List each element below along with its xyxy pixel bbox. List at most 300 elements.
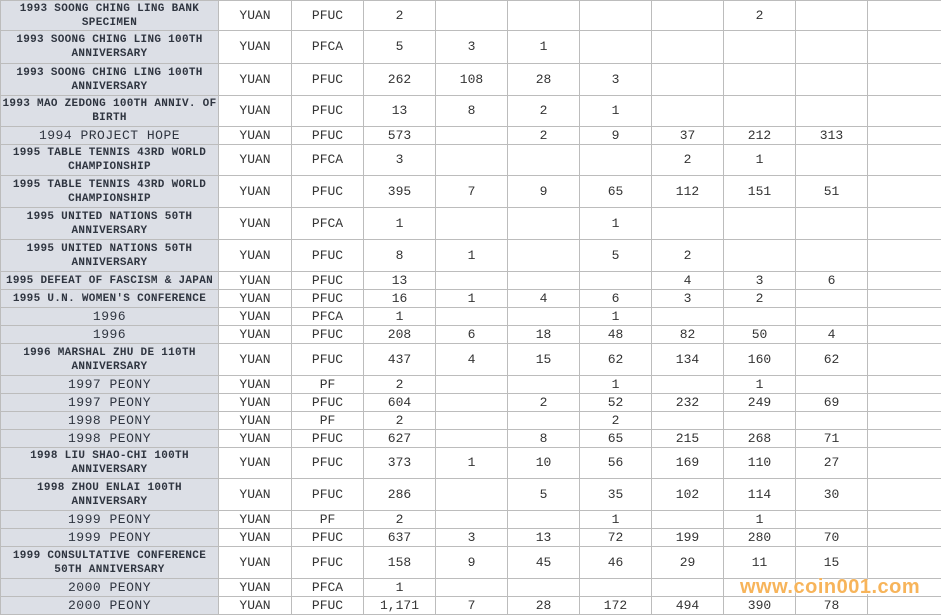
grade-count-cell: 172 [580,597,652,615]
grade-count-cell: 4 [652,272,724,290]
grade-count-cell: 112 [652,176,724,208]
grade-count-cell: 2 [652,145,724,176]
currency-cell: YUAN [219,376,292,394]
table-row [1,272,941,290]
total-cell: 158 [364,547,436,579]
grade-count-cell: 4 [508,290,580,308]
coin-name-cell: 1995 DEFEAT OF FASCISM & JAPAN [1,272,219,290]
grade-count-cell: 5 [508,479,580,511]
grade-count-cell: 232 [652,394,724,412]
grade-count-cell [436,145,508,176]
coin-name-cell: 1999 PEONY [1,529,219,547]
extra-cell [868,240,941,272]
table-row [1,326,941,344]
grade-count-cell: 151 [724,176,796,208]
currency-cell: YUAN [219,176,292,208]
grade-count-cell: 2 [652,240,724,272]
grade-count-cell [508,1,580,31]
grade-count-cell: 71 [796,430,868,448]
grade-count-cell: 313 [796,127,868,145]
grade-count-cell: 8 [508,430,580,448]
extra-cell [868,579,941,597]
grade-count-cell [724,96,796,127]
grade-count-cell [508,208,580,240]
grade-count-cell: 1 [724,145,796,176]
grade-cell: PFUC [292,176,364,208]
currency-cell: YUAN [219,579,292,597]
grade-count-cell: 212 [724,127,796,145]
coin-name-cell: 1998 PEONY [1,412,219,430]
grade-count-cell: 52 [580,394,652,412]
currency-cell: YUAN [219,64,292,96]
extra-cell [868,597,941,615]
grade-count-cell: 30 [796,479,868,511]
grade-count-cell: 9 [580,127,652,145]
grade-count-cell: 1 [580,96,652,127]
grade-count-cell [580,31,652,64]
grade-cell: PFUC [292,597,364,615]
grade-count-cell [652,208,724,240]
extra-cell [868,394,941,412]
extra-cell [868,272,941,290]
grade-count-cell: 110 [724,448,796,479]
grade-count-cell: 18 [508,326,580,344]
grade-cell: PFUC [292,127,364,145]
grade-count-cell [652,376,724,394]
grade-cell: PFCA [292,31,364,64]
grade-cell: PFUC [292,430,364,448]
grade-count-cell: 1 [580,308,652,326]
grade-cell: PFUC [292,326,364,344]
grade-cell: PFUC [292,1,364,31]
coin-name-cell: 1993 MAO ZEDONG 100TH ANNIV. OF BIRTH [1,96,219,127]
extra-cell [868,145,941,176]
total-cell: 16 [364,290,436,308]
grade-count-cell [796,290,868,308]
grade-count-cell: 9 [436,547,508,579]
grade-count-cell: 3 [652,290,724,308]
grade-count-cell: 28 [508,64,580,96]
grade-count-cell [796,308,868,326]
grade-count-cell: 2 [724,1,796,31]
grade-cell: PFUC [292,64,364,96]
grade-count-cell [436,479,508,511]
grade-cell: PFUC [292,547,364,579]
grade-count-cell [796,376,868,394]
currency-cell: YUAN [219,430,292,448]
extra-cell [868,344,941,376]
table-row [1,1,941,31]
grade-cell: PFUC [292,394,364,412]
coin-name-cell: 1997 PEONY [1,394,219,412]
grade-count-cell [652,412,724,430]
extra-cell [868,96,941,127]
total-cell: 637 [364,529,436,547]
grade-count-cell: 8 [436,96,508,127]
grade-count-cell: 4 [796,326,868,344]
grade-count-cell: 65 [580,176,652,208]
grade-count-cell: 9 [508,176,580,208]
currency-cell: YUAN [219,344,292,376]
grade-count-cell: 29 [652,547,724,579]
extra-cell [868,479,941,511]
grade-count-cell: 5 [580,240,652,272]
grade-count-cell [796,240,868,272]
table-row [1,176,941,208]
grade-cell: PFUC [292,448,364,479]
extra-cell [868,290,941,308]
grade-count-cell [580,272,652,290]
grade-count-cell [508,145,580,176]
table-row [1,511,941,529]
grade-count-cell [796,208,868,240]
currency-cell: YUAN [219,145,292,176]
table-row [1,412,941,430]
table-row [1,394,941,412]
grade-cell: PF [292,376,364,394]
extra-cell [868,64,941,96]
grade-count-cell [508,511,580,529]
grade-count-cell: 46 [580,547,652,579]
coin-name-cell: 1993 SOONG CHING LING BANK SPECIMEN [1,1,219,31]
extra-cell [868,208,941,240]
total-cell: 5 [364,31,436,64]
grade-count-cell: 35 [580,479,652,511]
grade-count-cell: 27 [796,448,868,479]
extra-cell [868,127,941,145]
grade-count-cell: 10 [508,448,580,479]
grade-count-cell: 1 [580,511,652,529]
grade-count-cell [652,31,724,64]
grade-count-cell: 1 [436,240,508,272]
total-cell: 1,171 [364,597,436,615]
grade-count-cell: 70 [796,529,868,547]
currency-cell: YUAN [219,240,292,272]
total-cell: 604 [364,394,436,412]
grade-cell: PFUC [292,529,364,547]
total-cell: 1 [364,208,436,240]
grade-count-cell: 1 [580,208,652,240]
grade-count-cell [796,31,868,64]
table-row [1,127,941,145]
table-row [1,547,941,579]
grade-count-cell: 50 [724,326,796,344]
total-cell: 395 [364,176,436,208]
extra-cell [868,412,941,430]
coin-name-cell: 1994 PROJECT HOPE [1,127,219,145]
grade-count-cell [436,579,508,597]
grade-count-cell [796,579,868,597]
currency-cell: YUAN [219,529,292,547]
total-cell: 1 [364,579,436,597]
table-row [1,145,941,176]
table-row [1,31,941,64]
grade-count-cell [796,64,868,96]
grade-count-cell [580,579,652,597]
extra-cell [868,308,941,326]
grade-count-cell [508,579,580,597]
coin-name-cell: 1998 PEONY [1,430,219,448]
grade-count-cell: 215 [652,430,724,448]
grade-count-cell: 114 [724,479,796,511]
extra-cell [868,31,941,64]
table-row [1,290,941,308]
grade-cell: PF [292,412,364,430]
table-row [1,96,941,127]
grade-count-cell: 108 [436,64,508,96]
grade-cell: PFUC [292,240,364,272]
grade-count-cell [508,412,580,430]
grade-count-cell: 3 [436,31,508,64]
table-row [1,529,941,547]
grade-count-cell: 494 [652,597,724,615]
grade-count-cell [724,579,796,597]
coin-name-cell: 1999 CONSULTATIVE CONFERENCE 50TH ANNIVERSARY [1,547,219,579]
table-row [1,240,941,272]
currency-cell: YUAN [219,547,292,579]
grade-count-cell: 65 [580,430,652,448]
grade-count-cell: 13 [508,529,580,547]
grade-count-cell: 249 [724,394,796,412]
currency-cell: YUAN [219,326,292,344]
table-row [1,479,941,511]
grade-count-cell: 2 [508,96,580,127]
grade-count-cell: 48 [580,326,652,344]
grade-count-cell: 199 [652,529,724,547]
table-row [1,448,941,479]
grade-count-cell: 4 [436,344,508,376]
grade-count-cell [436,430,508,448]
grade-cell: PF [292,511,364,529]
coin-name-cell: 1997 PEONY [1,376,219,394]
grade-count-cell [724,31,796,64]
grade-cell: PFUC [292,344,364,376]
total-cell: 208 [364,326,436,344]
grade-count-cell [508,272,580,290]
grade-count-cell [724,208,796,240]
grade-count-cell: 2 [508,394,580,412]
grade-count-cell: 82 [652,326,724,344]
currency-cell: YUAN [219,394,292,412]
grade-count-cell [436,376,508,394]
currency-cell: YUAN [219,412,292,430]
coin-name-cell: 1993 SOONG CHING LING 100TH ANNIVERSARY [1,31,219,64]
currency-cell: YUAN [219,479,292,511]
currency-cell: YUAN [219,308,292,326]
grade-count-cell [652,64,724,96]
extra-cell [868,326,941,344]
grade-count-cell [652,96,724,127]
coin-name-cell: 2000 PEONY [1,579,219,597]
total-cell: 2 [364,1,436,31]
coin-name-cell: 1998 ZHOU ENLAI 100TH ANNIVERSARY [1,479,219,511]
grade-cell: PFCA [292,579,364,597]
grade-count-cell: 1 [580,376,652,394]
grade-count-cell: 3 [724,272,796,290]
currency-cell: YUAN [219,96,292,127]
extra-cell [868,176,941,208]
grade-count-cell: 1 [724,376,796,394]
grade-count-cell [796,96,868,127]
coin-name-cell: 1999 PEONY [1,511,219,529]
extra-cell [868,448,941,479]
table-row [1,430,941,448]
grade-count-cell: 102 [652,479,724,511]
grade-cell: PFCA [292,208,364,240]
grade-cell: PFCA [292,145,364,176]
grade-count-cell [580,1,652,31]
table-row [1,597,941,615]
grade-count-cell: 1 [508,31,580,64]
grade-count-cell: 268 [724,430,796,448]
total-cell: 286 [364,479,436,511]
grade-count-cell [436,127,508,145]
grade-cell: PFUC [292,479,364,511]
total-cell: 627 [364,430,436,448]
grade-count-cell: 3 [580,64,652,96]
grade-cell: PFUC [292,290,364,308]
total-cell: 262 [364,64,436,96]
total-cell: 373 [364,448,436,479]
extra-cell [868,430,941,448]
coin-name-cell: 1996 [1,326,219,344]
grade-count-cell: 62 [580,344,652,376]
total-cell: 573 [364,127,436,145]
currency-cell: YUAN [219,31,292,64]
grade-count-cell [724,240,796,272]
grade-cell: PFUC [292,96,364,127]
table-row [1,308,941,326]
coin-name-cell: 1995 TABLE TENNIS 43RD WORLD CHAMPIONSHIP [1,176,219,208]
grade-count-cell [436,394,508,412]
grade-count-cell: 45 [508,547,580,579]
extra-cell [868,529,941,547]
total-cell: 437 [364,344,436,376]
grade-cell: PFCA [292,308,364,326]
grade-count-cell: 69 [796,394,868,412]
grade-count-cell: 11 [724,547,796,579]
coin-name-cell: 1996 [1,308,219,326]
grade-count-cell: 1 [436,290,508,308]
total-cell: 3 [364,145,436,176]
table-row [1,579,941,597]
grade-count-cell: 2 [724,290,796,308]
grade-count-cell: 390 [724,597,796,615]
grade-count-cell: 169 [652,448,724,479]
coin-name-cell: 1998 LIU SHAO-CHI 100TH ANNIVERSARY [1,448,219,479]
currency-cell: YUAN [219,448,292,479]
coin-name-cell: 1995 UNITED NATIONS 50TH ANNIVERSARY [1,240,219,272]
census-table-body [1,1,941,615]
grade-count-cell [796,1,868,31]
currency-cell: YUAN [219,208,292,240]
grade-count-cell: 37 [652,127,724,145]
grade-count-cell [436,412,508,430]
grade-count-cell: 6 [796,272,868,290]
table-row [1,344,941,376]
site-watermark: www.coin001.com [740,576,921,598]
currency-cell: YUAN [219,511,292,529]
coin-name-cell: 1995 UNITED NATIONS 50TH ANNIVERSARY [1,208,219,240]
grade-count-cell: 280 [724,529,796,547]
coin-name-cell: 1995 U.N. WOMEN'S CONFERENCE [1,290,219,308]
grade-count-cell: 62 [796,344,868,376]
grade-count-cell: 15 [796,547,868,579]
currency-cell: YUAN [219,1,292,31]
grade-count-cell: 56 [580,448,652,479]
grade-cell: PFUC [292,272,364,290]
extra-cell [868,376,941,394]
extra-cell [868,1,941,31]
grade-count-cell [436,1,508,31]
grade-count-cell: 2 [508,127,580,145]
grade-count-cell: 15 [508,344,580,376]
coin-name-cell: 1993 SOONG CHING LING 100TH ANNIVERSARY [1,64,219,96]
grade-count-cell [796,412,868,430]
coin-name-cell: 1996 MARSHAL ZHU DE 110TH ANNIVERSARY [1,344,219,376]
grade-count-cell: 6 [436,326,508,344]
grade-count-cell [652,579,724,597]
grade-count-cell [580,145,652,176]
extra-cell [868,511,941,529]
currency-cell: YUAN [219,597,292,615]
table-row [1,376,941,394]
total-cell: 1 [364,308,436,326]
grade-count-cell: 72 [580,529,652,547]
grade-count-cell [724,64,796,96]
total-cell: 13 [364,272,436,290]
grade-count-cell: 78 [796,597,868,615]
table-row [1,64,941,96]
grade-count-cell [796,145,868,176]
grade-count-cell: 2 [580,412,652,430]
grade-count-cell [724,412,796,430]
grade-count-cell: 7 [436,597,508,615]
grade-count-cell: 1 [724,511,796,529]
coin-name-cell: 2000 PEONY [1,597,219,615]
coin-name-cell: 1995 TABLE TENNIS 43RD WORLD CHAMPIONSHIP [1,145,219,176]
grade-count-cell: 134 [652,344,724,376]
grade-count-cell [436,272,508,290]
grade-count-cell: 3 [436,529,508,547]
grade-count-cell: 160 [724,344,796,376]
grade-count-cell [652,511,724,529]
currency-cell: YUAN [219,127,292,145]
grade-count-cell: 7 [436,176,508,208]
grade-count-cell [508,308,580,326]
total-cell: 2 [364,511,436,529]
grade-count-cell [652,1,724,31]
grade-count-cell [652,308,724,326]
grade-count-cell: 6 [580,290,652,308]
grade-count-cell [508,240,580,272]
grade-count-cell [796,511,868,529]
extra-cell [868,547,941,579]
grade-count-cell: 51 [796,176,868,208]
grade-count-cell: 28 [508,597,580,615]
total-cell: 13 [364,96,436,127]
currency-cell: YUAN [219,290,292,308]
total-cell: 2 [364,412,436,430]
grade-count-cell [724,308,796,326]
grade-count-cell [508,376,580,394]
table-row [1,208,941,240]
total-cell: 2 [364,376,436,394]
grade-count-cell [436,511,508,529]
grade-count-cell [436,308,508,326]
grade-count-cell: 1 [436,448,508,479]
grade-count-cell [436,208,508,240]
